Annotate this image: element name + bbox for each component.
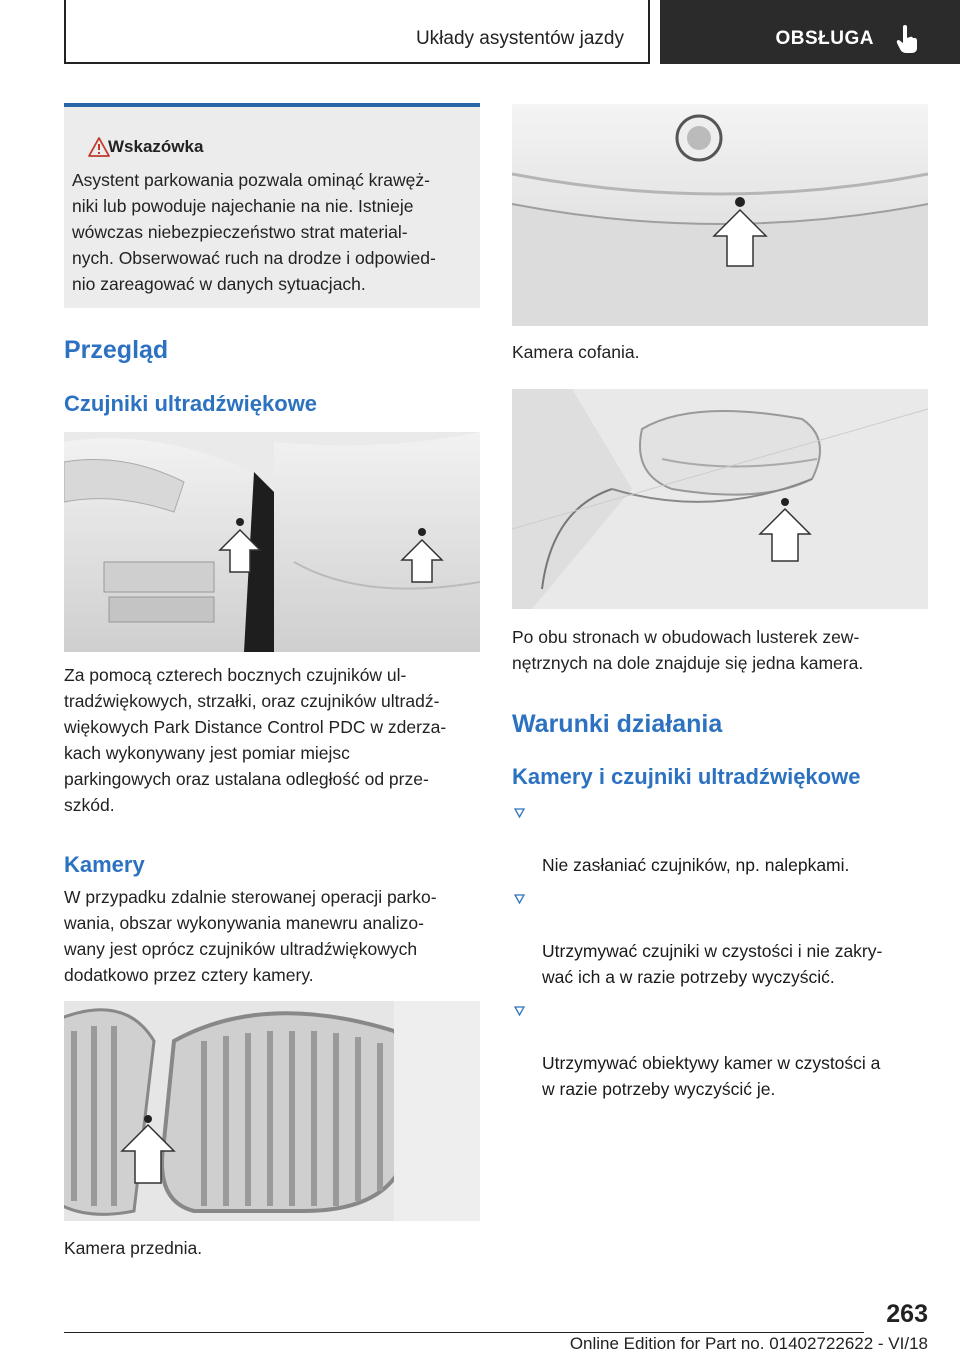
- list-item: [512, 800, 928, 878]
- triangle-bullet-icon: [514, 1006, 525, 1016]
- warning-triangle-icon: [88, 137, 110, 157]
- list-item-text: Utrzymywać obiektywy kamer w czystości a w razie potrzeby wyczyścić je.: [542, 1053, 881, 1099]
- triangle-bullet-icon: [514, 808, 525, 818]
- triangle-bullet-icon: [514, 894, 525, 904]
- list-item: [512, 998, 928, 1102]
- sensors-illustration: [64, 432, 480, 652]
- sensors-text: Za pomocą czterech bocznych czujników ul- tradźwiękowych, strzałki, oraz czujników ultradź- więkowych Park Distance Control PDC w zderza- kach wykonywany jest pomiar miejsc parkingowych oraz ustalana odległość od prze- szkód.: [64, 665, 447, 815]
- kidney-grille-image: [64, 1001, 480, 1221]
- conditions-subheading: Kamery i czujniki ultradźwiękowe: [512, 764, 861, 789]
- header-chapter-tab: [660, 0, 960, 64]
- sensors-heading: Czujniki ultradźwiękowe: [64, 391, 318, 416]
- list-item-text: Nie zasłaniać czujników, np. nalepkami.: [542, 855, 850, 875]
- list-item-text: Utrzymywać czujniki w czystości i nie zakry- wać ich a w razie potrzeby wyczyścić.: [542, 941, 883, 987]
- header-chapter-label: OBSŁUGA: [775, 28, 874, 49]
- conditions-heading: Warunki działania: [512, 710, 723, 738]
- footer-edition: Online Edition for Part no. 01402722622 - VI/18: [569, 1334, 928, 1353]
- page-number: 263: [886, 1300, 928, 1328]
- warning-box: [64, 103, 480, 308]
- car-bumper-image: [64, 432, 480, 652]
- warning-text: Asystent parkowania pozwala ominąć krawęż- niki lub powoduje najechanie na nie. Istnieje wówczas niebezpieczeństwo strat material- nych. Obserwować ruch na drodze i odpowied- nio zareagować w danych sytuacjach.: [72, 170, 436, 294]
- side-mirror-image: [512, 389, 928, 609]
- conditions-list: [512, 800, 928, 1110]
- mirror-camera-text: Po obu stronach w obudowach lusterek zew- nętrznych na dole znajduje się jedna kamera.: [512, 627, 864, 673]
- rear-camera-illustration: [512, 104, 928, 326]
- overview-heading: Przegląd: [64, 336, 169, 364]
- footer-rule: [64, 1332, 864, 1333]
- list-item: [512, 886, 928, 990]
- trunk-lid-image: [512, 104, 928, 326]
- front-camera-illustration: [64, 1001, 480, 1221]
- front-camera-caption: Kamera przednia.: [64, 1238, 203, 1258]
- warning-title: Wskazówka: [108, 137, 204, 156]
- hand-pointer-icon: [894, 24, 920, 54]
- cameras-heading: Kamery: [64, 852, 145, 877]
- rear-camera-caption: Kamera cofania.: [512, 342, 640, 362]
- cameras-text: W przypadku zdalnie sterowanej operacji parko- wania, obszar wykonywania manewru analizo- wany jest oprócz czujników ultradźwiękowych dodatkowo przez cztery kamery.: [64, 887, 437, 985]
- mirror-camera-illustration: [512, 389, 928, 609]
- header-section-title: Układy asystentów jazdy: [415, 28, 624, 49]
